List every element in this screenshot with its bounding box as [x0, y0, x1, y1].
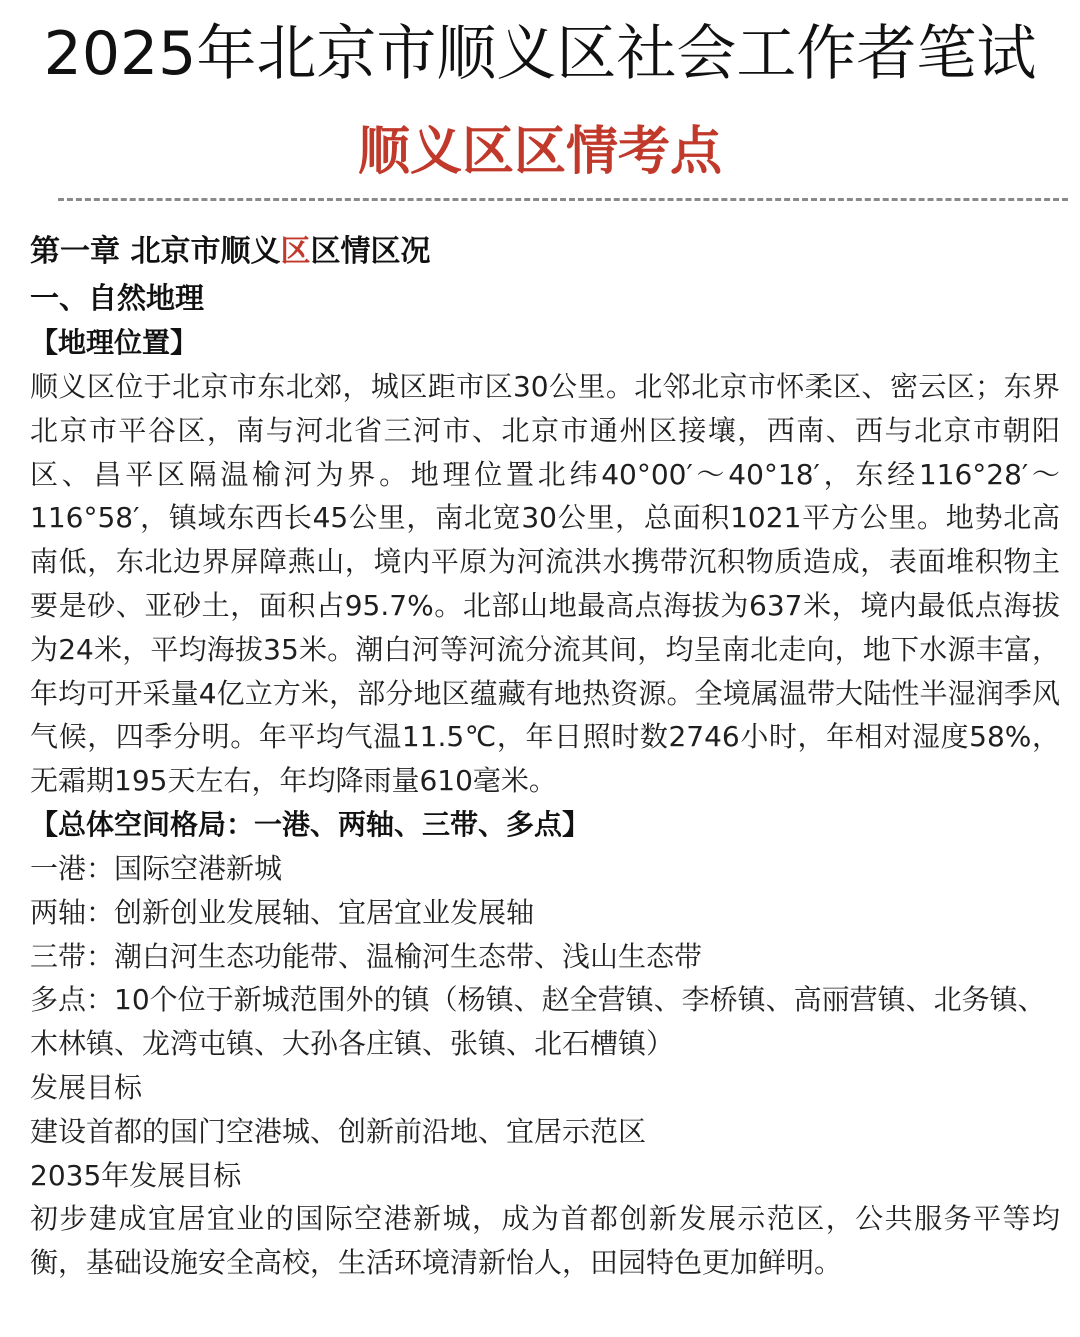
list-item-airport: 一港：国际空港新城	[30, 851, 283, 885]
chapter-heading	[30, 228, 1060, 276]
document-body	[30, 228, 1060, 1285]
list-item-three-belts: 三带：潮白河生态功能带、温榆河生态带、浅山生态带	[30, 939, 703, 973]
list-item-multi-points: 多点：10个位于新城范围外的镇（杨镇、赵全营镇、李桥镇、高丽营镇、北务镇、木林镇、龙湾屯镇、大孙各庄镇、张镇、北石槽镇）	[30, 983, 1046, 1061]
document-title: 2025年北京市顺义区社会工作者笔试	[43, 19, 1037, 89]
paragraph-development-goals: 建设首都的国门空港城、创新前沿地、宜居示范区	[30, 1114, 647, 1148]
subheading-development-goals: 发展目标	[30, 1070, 143, 1104]
chapter-heading-highlight: 区	[280, 234, 311, 269]
subheading-spatial-layout: 【总体空间格局：一港、两轴、三带、多点】	[30, 807, 591, 841]
chapter-heading-suffix: 区情区况	[310, 234, 431, 269]
section-heading-natural-geography: 一、自然地理	[30, 281, 205, 315]
paragraph-geographic-location: 顺义区位于北京市东北郊，城区距市区30公里。北邻北京市怀柔区、密云区；东界北京市平谷区，南与河北省三河市、北京市通州区接壤，西南、西与北京市朝阳区、昌平区隔温榆河为界。地理位置北纬40°00′～40°18′，东经116°28′～116°58′，镇域东西长45公里，南北宽30公里，总面积1021平方公里。地势北高南低，东北边界屏障燕山，境内平原为河流洪水携带沉积物质造成，表面堆积物主要是砂、亚砂土，面积占95.7%。北部山地最高点海拔为637米，境内最低点海拔为24米，平均海拔35米。潮白河等河流分流其间，均呈南北走向，地下水源丰富，年均可开采量4亿立方米，部分地区蕴藏有地热资源。全境属温带大陆性半湿润季风气候，四季分明。年平均气温11.5℃，年日照时数2746小时，年相对湿度58%，无霜期195天左右，年均降雨量610毫米。	[30, 370, 1060, 798]
dashed-divider	[58, 198, 1068, 201]
list-item-two-axes: 两轴：创新创业发展轴、宜居宜业发展轴	[30, 895, 535, 929]
paragraph-2035-goals: 初步建成宜居宜业的国际空港新城，成为首都创新发展示范区，公共服务平等均衡，基础设施安全高校，生活环境清新怡人，田园特色更加鲜明。	[30, 1202, 1060, 1280]
subheading-2035-goals: 2035年发展目标	[30, 1158, 242, 1192]
document-subtitle: 顺义区区情考点	[357, 122, 722, 182]
chapter-heading-prefix: 第一章 北京市顺义	[30, 234, 281, 269]
subheading-geographic-location: 【地理位置】	[30, 326, 199, 359]
